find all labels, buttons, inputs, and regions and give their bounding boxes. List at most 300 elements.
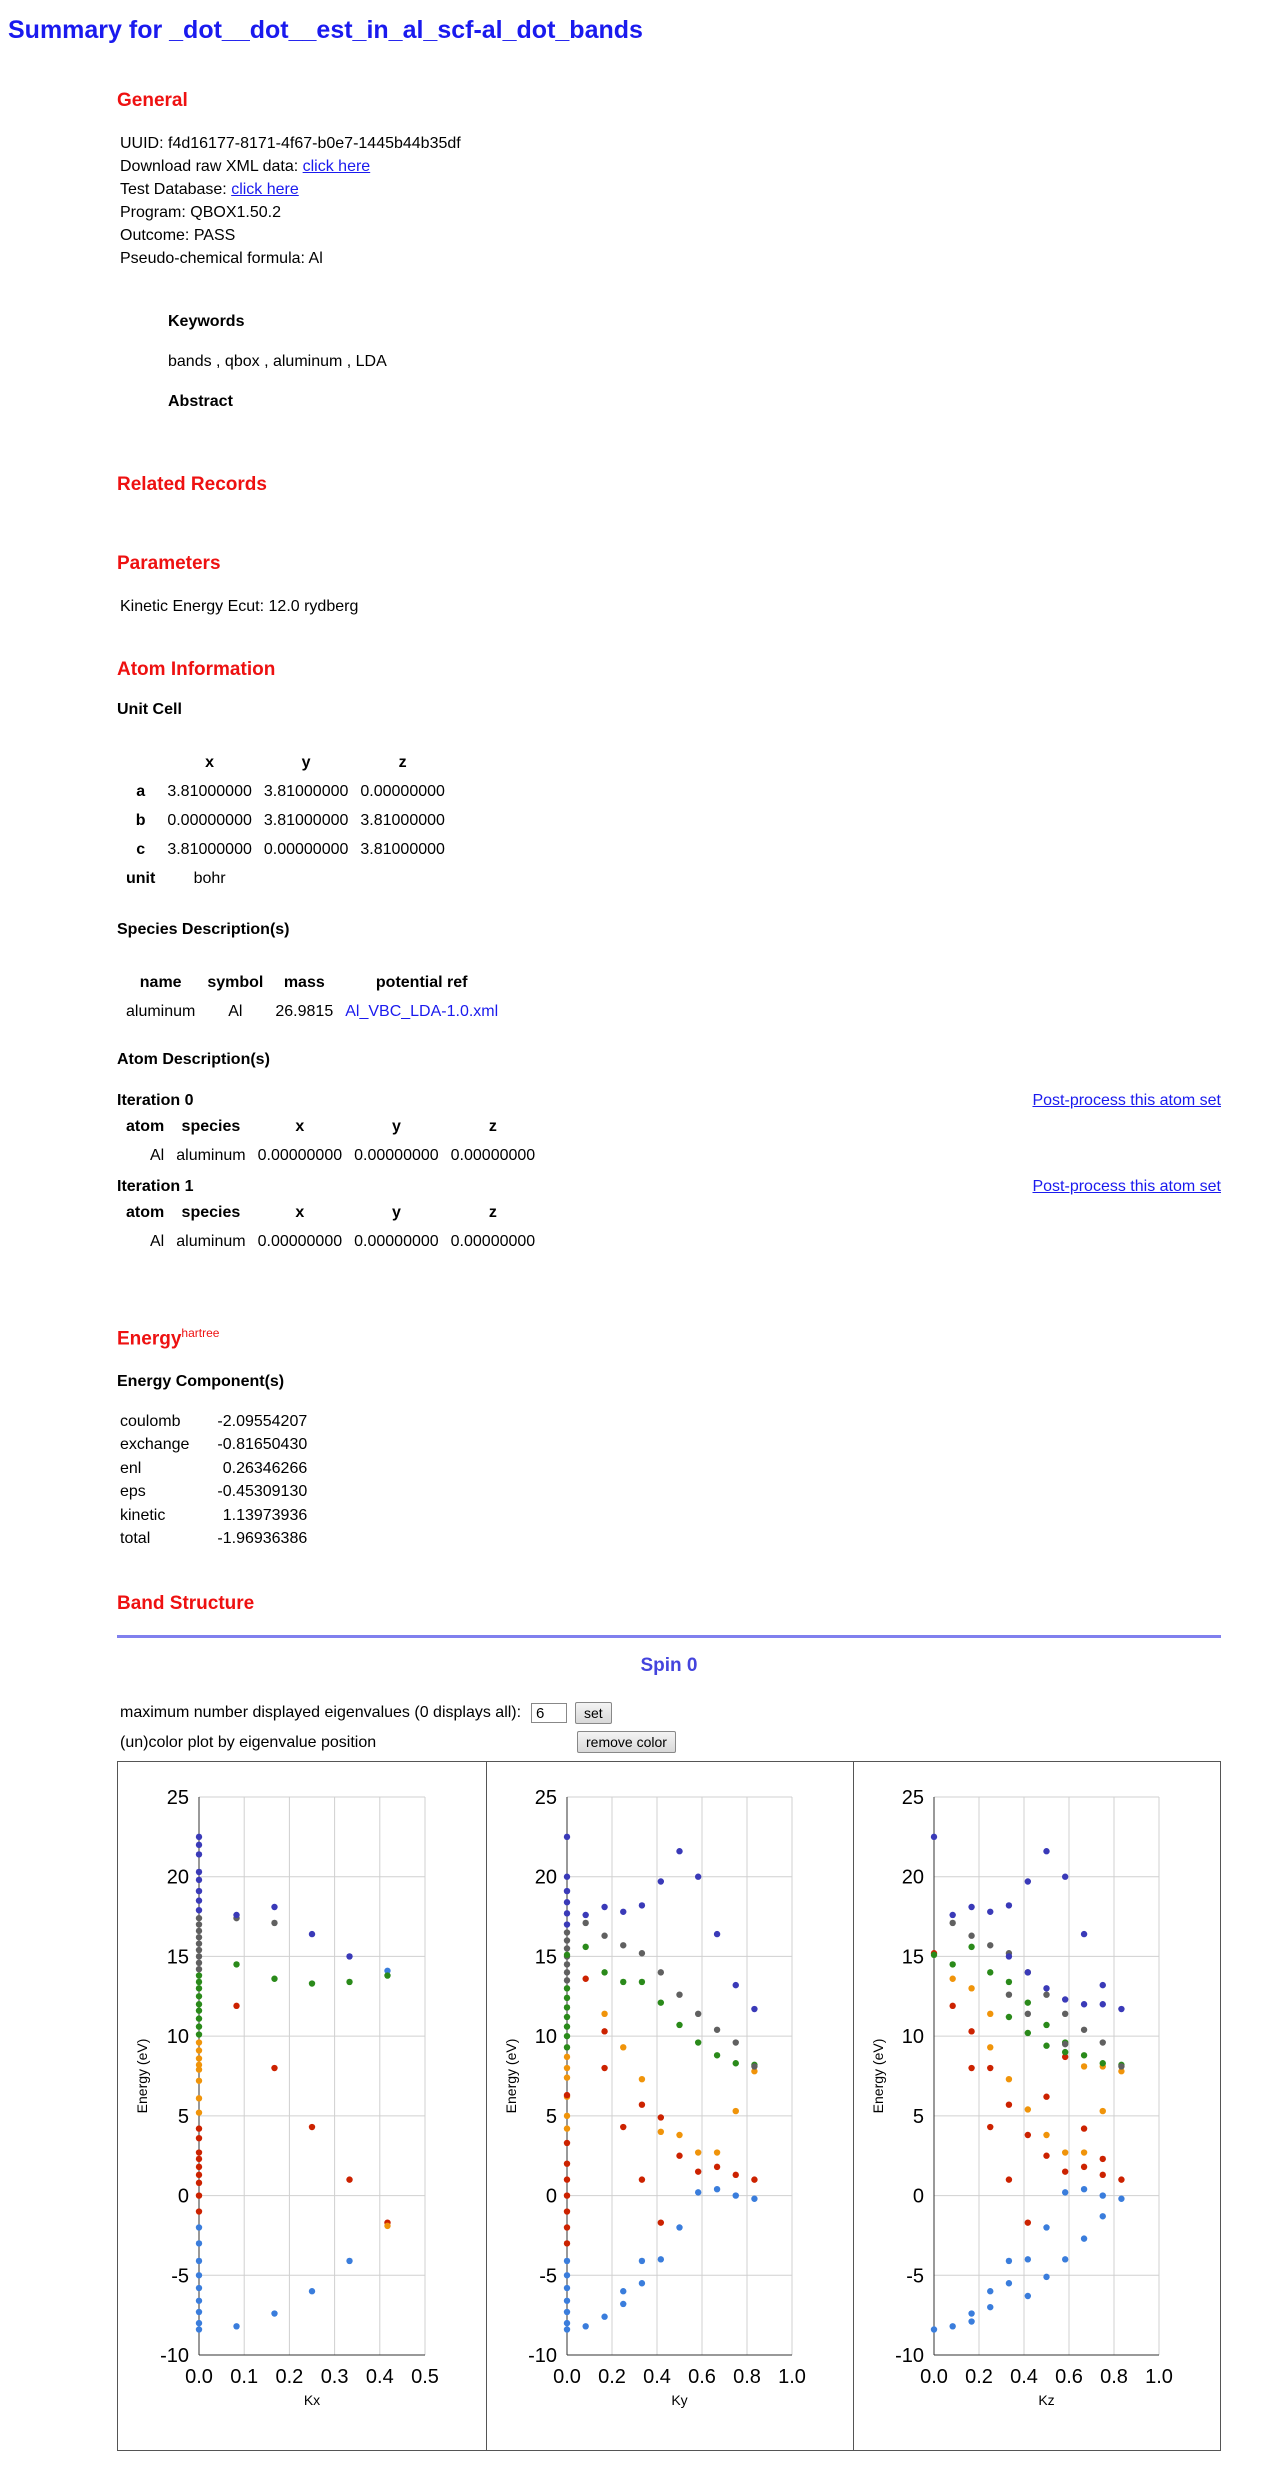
data-point [564,2014,570,2020]
band-plot-kz[interactable] [854,1762,1220,2450]
data-point [1081,2164,1087,2170]
formula-line [120,250,323,268]
data-point [676,2224,682,2230]
data-point [564,2240,570,2246]
data-point [196,1947,202,1953]
y-tick-label: -10 [528,2345,557,2367]
max-eigenvalues-input[interactable] [531,1703,567,1723]
data-point [639,2258,645,2264]
data-point [196,2095,202,2101]
data-point [1043,1985,1049,1991]
data-point [196,1877,202,1883]
band-plot-ky[interactable] [487,1762,853,2450]
data-point [564,1952,570,1958]
data-point [196,2320,202,2326]
y-tick-label: -5 [906,2265,924,2288]
data-point [196,2272,202,2278]
y-axis-label: Energy (eV) [870,2038,886,2114]
data-point [1006,2258,1012,2264]
data-point [601,1904,607,1910]
data-point [987,2011,993,2017]
data-point [658,2129,664,2135]
data-point [564,2023,570,2029]
data-point [658,1878,664,1884]
column-header: x [295,1203,305,1221]
data-point [1006,1902,1012,1908]
data-point [564,2113,570,2119]
data-point [564,1834,570,1840]
data-point [1043,2132,1049,2138]
data-point [1043,2274,1049,2280]
data-point [1025,1999,1031,2005]
data-point [196,2031,202,2037]
energy-heading [117,1326,219,1350]
y-tick-label: 25 [901,1787,924,1809]
page-title: Summary for _dot__dot__est_in_al_scf-al_dot_bands [8,16,643,44]
x-tick-label: 0.8 [733,2366,761,2388]
data-point [1081,1931,1087,1937]
x-tick-label: 0.4 [365,2366,394,2388]
data-point [695,2011,701,2017]
data-point [949,2003,955,2009]
data-point [196,1915,202,1921]
band-divider [117,1635,1221,1638]
data-point [676,2022,682,2028]
data-point [658,2114,664,2120]
data-point [564,1969,570,1975]
data-point [695,2189,701,2195]
table-cell: aluminum [176,1232,246,1250]
data-point [196,2326,202,2332]
data-point [346,2176,352,2182]
data-point [1081,2186,1087,2192]
x-tick-label: 1.0 [1145,2366,1173,2388]
band-plot-kx[interactable] [118,1762,486,2450]
plot-ky-frame [486,1761,854,2451]
table-cell: 3.81000000 [360,840,445,858]
data-point [309,2124,315,2130]
test-database-link[interactable]: click here [231,181,299,198]
data-point [751,2176,757,2182]
energy-value: -2.09554207 [217,1412,308,1430]
column-header: z [488,1203,497,1221]
data-point [1062,2011,1068,2017]
data-point [1081,2125,1087,2131]
data-point [309,2288,315,2294]
data-point [564,1945,570,1951]
data-point [1100,2156,1106,2162]
y-tick-label: 0 [545,2185,557,2208]
column-header: name [139,973,182,991]
data-point [564,2320,570,2326]
data-point [196,1966,202,1972]
y-tick-label: 25 [166,1787,189,1809]
data-point [196,1928,202,1934]
data-point [1062,2168,1068,2174]
data-point [639,1950,645,1956]
table-cell: 3.81000000 [263,782,349,800]
data-point [271,2065,277,2071]
data-point [196,1985,202,1991]
energy-row [118,1410,307,1434]
uuid-label: UUID: [120,135,164,152]
data-point [1118,2196,1124,2202]
potential-ref-link[interactable]: Al_VBC_LDA-1.0.xml [345,1002,499,1020]
data-point [714,2164,720,2170]
data-point [196,2039,202,2045]
column-header: atom [126,1203,165,1221]
table-cell: aluminum [176,1146,246,1164]
data-point [564,2192,570,2198]
download-line [120,158,370,176]
x-tick-label: 0.0 [920,2366,948,2388]
data-point [1043,2153,1049,2159]
energy-value: 0.26346266 [222,1459,308,1477]
data-point [987,2288,993,2294]
x-tick-label: 0.2 [275,2366,304,2388]
species-table [120,968,504,1026]
plot-kz-frame [853,1761,1221,2451]
y-tick-label: -10 [895,2345,924,2367]
data-point [601,2011,607,2017]
x-tick-label: 0.6 [688,2366,716,2388]
data-point [564,2092,570,2098]
x-tick-label: 0.8 [1100,2366,1128,2388]
data-point [196,2135,202,2141]
data-point [676,2132,682,2138]
iteration-0-label: Iteration 0 [117,1092,194,1109]
download-label: Download raw XML data: [120,158,299,175]
data-point [620,1979,626,1985]
data-point [733,2060,739,2066]
data-point [196,1960,202,1966]
iteration-1-label: Iteration 1 [117,1178,194,1195]
data-point [639,2280,645,2286]
data-point [233,2003,239,2009]
data-point [987,1942,993,1948]
parameters-heading: Parameters [117,553,221,574]
table-cell: 0.00000000 [257,1232,343,1250]
data-point [751,2196,757,2202]
data-point [949,1920,955,1926]
energy-name: enl [120,1459,142,1477]
data-point [564,1888,570,1894]
data-point [271,1976,277,1982]
keywords-value: bands , qbox , aluminum , LDA [168,353,387,370]
y-tick-label: 10 [534,2026,557,2049]
column-header: z [398,753,407,771]
data-point [1100,2192,1106,2198]
data-point [601,1933,607,1939]
data-point [196,2023,202,2029]
data-point [196,1921,202,1927]
data-point [1043,2224,1049,2230]
energy-row [118,1528,307,1552]
y-tick-label: -5 [171,2265,189,2288]
data-point [564,2004,570,2010]
color-label: (un)color plot by eigenvalue position [120,1734,377,1751]
energy-unit: hartree [181,1326,220,1340]
data-point [196,1993,202,1999]
data-point [968,2028,974,2034]
energy-value: 1.13973936 [222,1506,308,1524]
data-point [676,1848,682,1854]
data-point [233,1912,239,1918]
data-point [1100,2039,1106,2045]
table-cell: 3.81000000 [263,811,349,829]
data-point [987,1969,993,1975]
data-point [564,1874,570,1880]
x-tick-label: 0.2 [965,2366,993,2388]
data-point [1081,2149,1087,2155]
table-cell: 0.00000000 [450,1232,536,1250]
x-tick-label: 0.0 [185,2366,213,2388]
data-point [564,2033,570,2039]
column-header: mass [283,973,325,991]
data-point [564,1929,570,1935]
data-point [564,2224,570,2230]
uuid-line [120,135,461,153]
program-label: Program: [120,204,186,221]
data-point [968,2065,974,2071]
data-point [1006,2101,1012,2107]
x-tick-label: 0.6 [1055,2366,1083,2388]
atoms-heading: Atom Description(s) [117,1051,270,1068]
table-row [120,1227,541,1256]
data-point [931,1834,937,1840]
data-point [1100,2060,1106,2066]
data-point [714,2052,720,2058]
data-point [1081,2001,1087,2007]
data-point [1043,1991,1049,1997]
data-point [196,1979,202,1985]
data-point [564,2160,570,2166]
species-mass: 26.9815 [275,1002,334,1020]
data-point [196,1842,202,1848]
table-cell: Al [150,1146,165,1164]
data-point [564,1899,570,1905]
data-point [564,2054,570,2060]
testdb-label: Test Database: [120,181,227,198]
data-point [1100,2108,1106,2114]
data-point [196,1897,202,1903]
x-tick-label: 0.4 [643,2366,671,2388]
column-header: potential ref [375,973,468,991]
data-point [1081,2027,1087,2033]
y-tick-label: 15 [166,1946,189,1969]
energy-table [118,1410,307,1551]
y-axis-label: Energy (eV) [503,2038,519,2114]
remove-color-button[interactable]: remove color [577,1731,676,1753]
data-point [1025,2132,1031,2138]
data-point [1062,1874,1068,1880]
data-point [196,1934,202,1940]
data-point [987,2124,993,2130]
data-point [196,1953,202,1959]
data-point [564,1937,570,1943]
data-point [968,1985,974,1991]
data-point [1025,2030,1031,2036]
table-row [120,777,451,806]
y-tick-label: 10 [901,2026,924,2049]
data-point [582,1944,588,1950]
data-point [1025,1969,1031,1975]
data-point [196,2055,202,2061]
data-point [968,1904,974,1910]
data-point [1025,2106,1031,2112]
data-point [1100,1982,1106,1988]
data-point [1118,2176,1124,2182]
species-name: aluminum [126,1002,196,1020]
data-point [949,2323,955,2329]
y-tick-label: 15 [534,1946,557,1969]
row-label: c [136,840,146,858]
data-point [196,2240,202,2246]
data-point [564,1910,570,1916]
data-point [658,1969,664,1975]
atom-info-heading: Atom Information [117,659,276,680]
data-point [620,2124,626,2130]
data-point [564,2272,570,2278]
data-point [196,1834,202,1840]
abstract-heading: Abstract [168,393,233,410]
data-point [196,2224,202,2230]
plot-kx-frame [117,1761,487,2451]
y-tick-label: 0 [177,2185,189,2208]
data-point [620,2288,626,2294]
x-tick-label: 0.1 [230,2366,259,2388]
data-point [271,2310,277,2316]
program-value: QBOX1.50.2 [190,204,281,221]
data-point [564,2176,570,2182]
energy-value: -0.81650430 [217,1436,308,1454]
energy-components-heading: Energy Component(s) [117,1373,285,1390]
table-cell: 0.00000000 [354,1146,439,1164]
data-point [949,1976,955,1982]
table-row [120,997,504,1026]
data-point [196,2149,202,2155]
data-point [1043,2022,1049,2028]
outcome-line [120,227,235,245]
y-tick-label: -5 [539,2265,557,2288]
data-point [1081,2063,1087,2069]
data-point [714,1931,720,1937]
data-point [1025,2293,1031,2299]
energy-name: eps [120,1483,146,1501]
data-point [639,2101,645,2107]
energy-heading-text: Energy [117,1328,182,1350]
table-cell: 3.81000000 [167,782,252,800]
table-row [120,1112,541,1141]
data-point [949,1912,955,1918]
data-point [658,2219,664,2225]
data-point [582,1976,588,1982]
data-point [601,1969,607,1975]
y-tick-label: 5 [912,2105,924,2128]
data-point [601,2314,607,2320]
data-point [564,2044,570,2050]
column-header: species [181,1203,241,1221]
data-point [733,2172,739,2178]
data-point [751,2063,757,2069]
data-point [564,2208,570,2214]
data-point [196,2109,202,2115]
data-point [271,1920,277,1926]
column-header: x [295,1117,305,1135]
data-point [968,1944,974,1950]
data-point [620,2044,626,2050]
data-point [1025,2256,1031,2262]
table-cell: 0.00000000 [354,1232,439,1250]
data-point [564,2258,570,2264]
data-point [695,2039,701,2045]
spin-title: Spin 0 [640,1655,698,1676]
data-point [564,2125,570,2131]
data-point [1043,2043,1049,2049]
x-tick-label: 0.2 [598,2366,626,2388]
data-point [733,2039,739,2045]
unit-value: bohr [193,869,226,887]
data-point [309,1931,315,1937]
data-point [196,2156,202,2162]
post-process-link-1[interactable]: Post-process this atom set [1032,1178,1221,1195]
set-button[interactable]: set [575,1702,612,1724]
energy-name: kinetic [120,1506,166,1524]
data-point [564,2285,570,2291]
general-heading: General [117,90,188,111]
y-axis-label: Energy (eV) [134,2038,150,2114]
data-point [714,2149,720,2155]
data-point [196,2015,202,2021]
data-point [196,2208,202,2214]
program-line [120,204,281,222]
data-point [564,2309,570,2315]
data-point [1025,2219,1031,2225]
data-point [1081,2235,1087,2241]
related-records-heading: Related Records [117,474,267,495]
data-point [968,2310,974,2316]
data-point [196,2001,202,2007]
y-tick-label: -10 [160,2345,189,2367]
energy-value: -1.96936386 [217,1530,308,1548]
row-label: a [136,782,146,800]
data-point [564,1921,570,1927]
data-point [564,1995,570,2001]
post-process-link-0[interactable]: Post-process this atom set [1032,1092,1221,1109]
table-row [120,835,451,864]
data-point [346,2258,352,2264]
species-heading: Species Description(s) [117,921,290,938]
column-header: symbol [207,973,264,991]
data-point [196,2309,202,2315]
data-point [196,1907,202,1913]
data-point [1006,2014,1012,2020]
atom-table-0 [120,1112,541,1170]
download-xml-link[interactable]: click here [302,158,371,175]
data-point [196,2164,202,2170]
data-point [1006,1953,1012,1959]
table-cell: 3.81000000 [167,840,252,858]
data-point [639,1979,645,1985]
species-symbol: Al [228,1002,243,1020]
table-row [120,1141,541,1170]
y-tick-label: 15 [901,1946,924,1969]
data-point [196,1972,202,1978]
testdb-line [120,181,299,199]
data-point [949,1961,955,1967]
data-point [639,1902,645,1908]
x-tick-label: 1.0 [778,2366,806,2388]
